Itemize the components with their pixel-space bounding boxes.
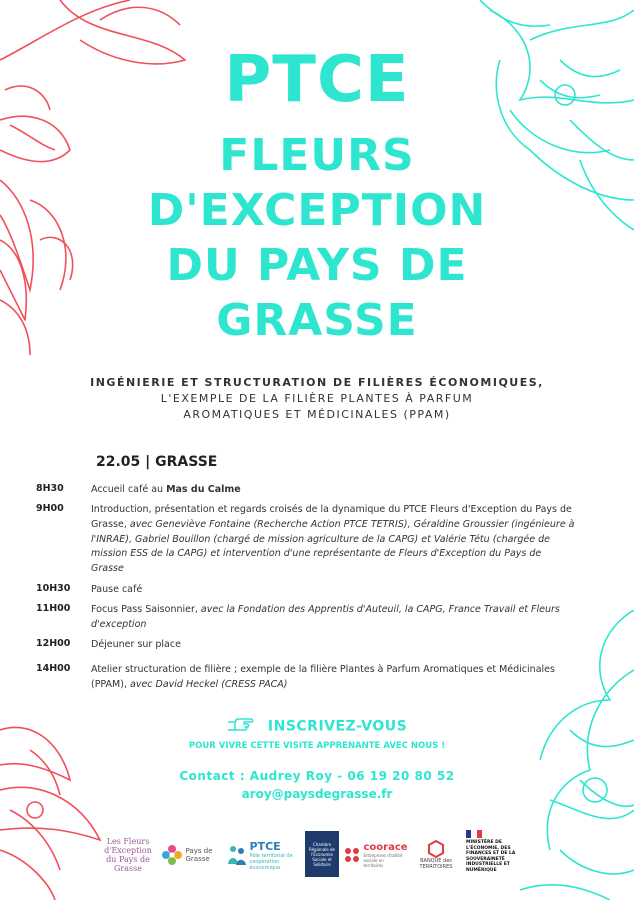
subtitle-line-1: INGÉNIERIE ET STRUCTURATION DE FILIÈRES ÉCONOMIQUES,: [90, 376, 544, 389]
french-flag-icon: [466, 830, 482, 838]
schedule-time: 9H00: [36, 503, 64, 514]
subtitle-line-3: AROMATIQUES ET MÉDICINALES (PPAM): [183, 408, 451, 421]
ptce-logo: PTCE Pôle territorial de coopération économique: [224, 830, 300, 880]
schedule-time: 10H30: [36, 583, 71, 594]
title-line-1: FLEURS: [219, 130, 415, 181]
signup-cta[interactable]: [0, 716, 634, 737]
banque-hexagon-icon: [428, 840, 444, 858]
coorace-logo: coorace Entreprises d'utilité sociale en territoires: [344, 830, 408, 880]
ministere-logo: MINISTÈRE DE L'ÉCONOMIE, DES FINANCES ET DE LA SOUVERAINETÉ INDUSTRIELLE ET NUMÉRIQUE: [466, 830, 538, 880]
contact-line: Contact : Audrey Roy - 06 19 20 80 52: [179, 769, 455, 783]
schedule-time: 14H00: [36, 663, 71, 674]
subtitle-line-2: L'EXEMPLE DE LA FILIÈRE PLANTES À PARFUM: [160, 392, 474, 405]
flower-icon: [161, 844, 183, 866]
schedule-description: Atelier structuration de filière ; exemple de la filière Plantes à Parfum Aromatiques et Médicinales (PPAM), avec David Heckel (CRESS PACA): [91, 664, 555, 690]
title-line-4: GRASSE: [216, 295, 418, 346]
banque-des-territoires-logo: BANQUE des TERRITOIRES: [412, 830, 460, 880]
schedule-time: 11H00: [36, 603, 71, 614]
people-icon: [227, 844, 247, 866]
contact-email-link[interactable]: aroy@paysdegrasse.fr: [241, 787, 393, 801]
title-line-2: D'EXCEPTION: [147, 185, 487, 236]
title-line-3: DU PAYS DE: [166, 240, 468, 291]
schedule-time: 12H00: [36, 638, 71, 649]
schedule-description: Focus Pass Saisonnier, avec la Fondation des Apprentis d'Auteuil, la CAPG, France Travail et Fleurs d'exception: [91, 604, 560, 630]
ptce-title: PTCE: [224, 43, 410, 117]
chambre-regionale-logo: Chambre Régionale de l'Économie Sociale et Solidaire: [305, 831, 339, 877]
pays-de-grasse-logo: Pays de Grasse: [160, 830, 218, 880]
signup-subtext: POUR VIVRE CETTE VISITE APPRENANTE AVEC NOUS !: [188, 741, 446, 751]
fleurs-exception-logo: Les Fleurs d'Exception du Pays de Grasse: [104, 837, 152, 873]
pointing-hand-icon: [227, 717, 255, 737]
coorace-dots-icon: [344, 847, 360, 863]
event-date-place: 22.05 | GRASSE: [96, 454, 218, 470]
schedule-description: Accueil café au Mas du Calme: [91, 484, 241, 495]
schedule-description: Pause café: [91, 584, 143, 595]
schedule-description: Introduction, présentation et regards croisés de la dynamique du PTCE Fleurs d'Exception du Pays de Grasse, avec Geneviève Fontaine (Recherche Action PTCE TETRIS), Géraldine Groussier (ingénieure à l'INRAE), Gabriel Bouillon (chargé de mission agriculture de la CAPG) et Valérie Tétu (chargée de mission ESS de la CAPG) et intervention d'une représentante de Fleurs d'Exception du Pays de Grasse: [91, 504, 575, 575]
schedule-description: Déjeuner sur place: [91, 639, 181, 650]
schedule-time: 8H30: [36, 483, 64, 494]
signup-label[interactable]: INSCRIVEZ-VOUS: [267, 718, 408, 735]
